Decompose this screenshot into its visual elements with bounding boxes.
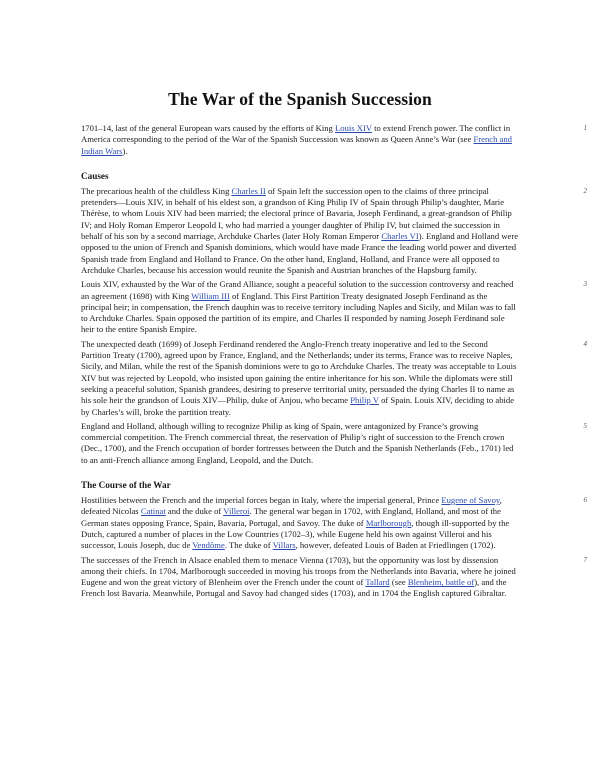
link-louis-xiv[interactable]: Louis XIV	[335, 123, 372, 133]
link-villars[interactable]: Villars	[272, 540, 296, 551]
paragraph-text: Louis XIV, exhausted by the War of the Grand Alliance, sought a peaceful solution to the succession controversy and reached an agreement (1698) with King	[81, 279, 514, 301]
link-blenheim-battle-of[interactable]: Blenheim, battle of	[407, 577, 475, 588]
paragraph-4	[81, 338, 587, 418]
paragraph-text: . The duke of	[224, 540, 273, 551]
link-villeroi[interactable]: Villeroi	[223, 506, 250, 517]
section-heading-causes: Causes	[81, 170, 109, 181]
paragraph-text: The successes of the French in Alsace enabled them to menace Vienna (1703), but the opportunity was lost by dissension among their chiefs. In 1704, Marlborough succeeded in moving his troops from the Netherlands into Bavaria, where he joined Eugene and won the great victory of Blenheim over the French under the count of	[81, 554, 516, 588]
paragraph-text: of Spain. Louis XIV, deciding to abide by Charles’s will, broke the partition treaty.	[81, 395, 515, 417]
paragraph-2	[81, 185, 587, 276]
link-charles-vi[interactable]: Charles VI	[381, 231, 419, 242]
link-french-and-indian-wars[interactable]: French and Indian Wars	[81, 134, 512, 156]
link-charles-ii[interactable]: Charles II	[231, 185, 266, 196]
link-catinat[interactable]: Catinat	[140, 506, 166, 517]
paragraph-text: , defeated Nicolas	[81, 495, 502, 517]
paragraph-5	[81, 420, 587, 466]
paragraph-text: to extend French power. The conflict in America corresponding to the period of the War of the Spanish Succession was known as Queen Anne’s War (see	[81, 123, 511, 145]
link-william-iii[interactable]: William III	[191, 290, 230, 301]
paragraph-number: 5	[583, 421, 587, 430]
paragraph-text: ).	[122, 145, 128, 156]
paragraph-text: , though ill-supported by the Dutch, captured a number of places in the Low Countries (1702–3), while Eugene held his own against Villeroi and his successor, Louis Joseph, duc de	[81, 517, 510, 551]
paragraph-1	[81, 123, 587, 157]
link-tallard[interactable]: Tallard	[365, 577, 390, 588]
paragraph-6	[81, 495, 587, 551]
paragraph-text: . The general war began in 1702, with England, Holland, and most of the German states opposing France, Spain, Bavaria, Portugal, and Savoy. The duke of	[81, 506, 501, 528]
section-heading-course-of-war: The Course of the War	[81, 480, 171, 491]
paragraph-number: 1	[583, 124, 587, 132]
paragraph-text: of Spain left the succession open to the claims of three principal pretenders—Louis XIV, in behalf of his eldest son, a grandson of King Philip IV of Spain through Philip’s daughter, Marie Thérèse, to whom Louis XIV had been married; the electoral prince of Bavaria, Joseph Ferdinand, a great-grandson of Philip IV; and Holy Roman Emperor Leopold I, who had married a younger daughter of Philip IV, but claimed the succession in behalf of his son by a second marriage, Archduke Charles (later Holy Roman Emperor	[81, 185, 512, 242]
paragraph-text: , however, defeated Louis of Baden at Friedlingen (1702).	[295, 540, 496, 551]
link-eugene-of-savoy[interactable]: Eugene of Savoy	[441, 495, 500, 506]
paragraph-7	[81, 554, 587, 600]
link-marlborough[interactable]: Marlborough	[365, 517, 412, 528]
paragraph-text: ), and the French lost Bavaria. Meanwhile, Portugal and Savoy had changed sides (1703), and in 1704 the English captured Gibraltar.	[81, 577, 507, 599]
paragraph-text: of England. This First Partition Treaty designated Joseph Ferdinand as the principal heir; in compensation, the French dauphin was to receive territory including Naples and Sicily, and Milan was to fall to Archduke Charles. Spain opposed the partition of its empire, and Charles II responded by naming Joseph Ferdinand sole heir to the entire Spanish Empire.	[81, 290, 516, 335]
paragraph-text: The precarious health of the childless King	[81, 185, 232, 196]
page-title: The War of the Spanish Succession	[168, 89, 432, 109]
link-philip-v[interactable]: Philip V	[350, 395, 379, 406]
paragraph-text: and the duke of	[165, 506, 224, 517]
paragraph-number: 4	[583, 339, 587, 348]
paragraph-text: Hostilities between the French and the imperial forces began in Italy, where the imperial general, Prince	[81, 495, 442, 506]
paragraph-text: (see	[389, 577, 408, 588]
paragraph-number: 3	[583, 280, 587, 289]
paragraph-text: 1701–14, last of the general European wars caused by the efforts of King	[81, 123, 336, 133]
paragraph-number: 6	[583, 496, 587, 505]
paragraph-number: 2	[583, 186, 587, 195]
paragraph-text: ). England and Holland were opposed to the union of French and Spanish dominions, which would have made France the leading world power and diverted Spanish trade from England and Holland to France. On the other hand, England, Holland, and France were all opposed to Archduke Charles, because his accession would reunite the Spanish and Austrian branches of the Hapsburg family.	[81, 231, 519, 275]
paragraph-number: 7	[583, 555, 587, 564]
paragraph-text: The unexpected death (1699) of Joseph Ferdinand rendered the Anglo-French treaty inoperative and led to the Second Partition Treaty (1700), agreed upon by France, England, and the Netherlands; under its terms, France was to receive Naples, Sicily, and Milan, while the rest of the Spanish dominions were to go to Archduke Charles. The treaty was acceptable to Louis XIV but was rejected by Leopold, who insisted upon gaining the entire inheritance for his son. While the diplomats were still seeking a peaceful solution, Spanish grandees, desiring to preserve territorial unity, persuaded the dying Charles II to name as his sole heir the grandson of Louis XIV—Philip, duke of Anjou, who became	[81, 338, 517, 406]
paragraph-text: England and Holland, although willing to recognize Philip as king of Spain, were antagonized by France’s growing commercial competition. The French commercial threat, the reservation of Philip’s right of succession to the French crown (Dec., 1700), and the French occupation of border fortresses between the Dutch and the Spanish Netherlands (Feb., 1701) led to an anti-French alliance among England, Leopold, and the Dutch.	[81, 420, 514, 465]
paragraph-3	[81, 279, 587, 335]
link-vendome[interactable]: Vendôme	[192, 540, 225, 551]
